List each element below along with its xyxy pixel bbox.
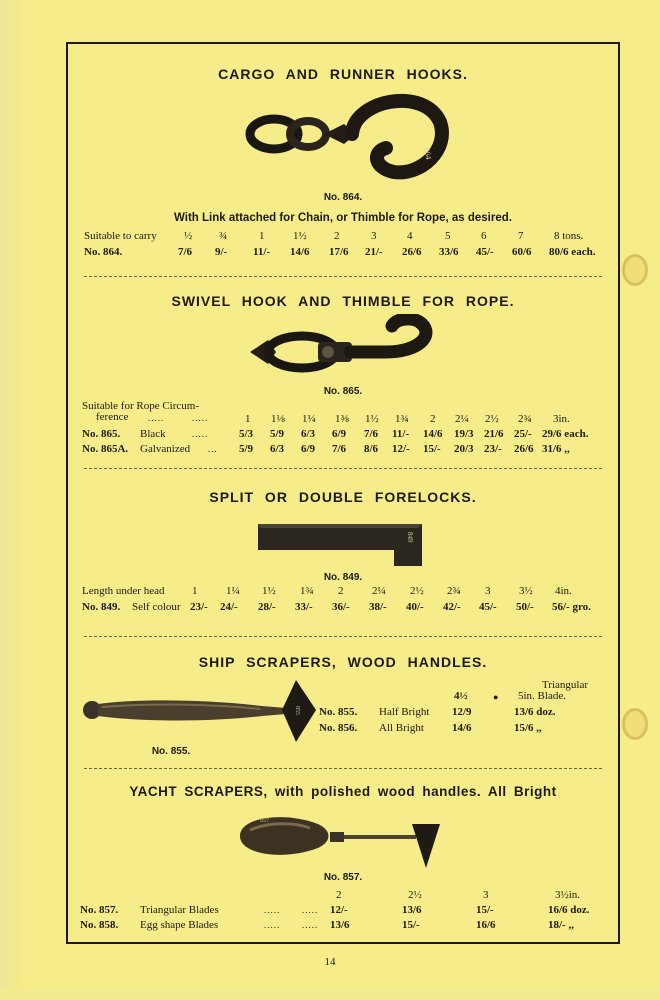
swivel-price: 5/9 xyxy=(270,428,285,440)
cargo-price: 17/6 xyxy=(329,246,349,258)
cargo-size: 1½ xyxy=(293,230,307,242)
swivel-price: 7/6 xyxy=(364,428,379,440)
forelocks-price: 23/- xyxy=(190,601,208,613)
swivel-size: 1¾ xyxy=(395,413,409,425)
swivel-row-label-cont: ference xyxy=(96,411,129,423)
cargo-caption: No. 864. xyxy=(323,192,363,203)
swivel-price: 5/3 xyxy=(239,428,254,440)
swivel-size: 1⅜ xyxy=(335,413,349,425)
cargo-size: 1 xyxy=(259,230,265,242)
swivel-price: 12/- xyxy=(392,443,410,455)
cargo-size: 5 xyxy=(445,230,451,242)
forelock-stamp: 849 xyxy=(406,532,414,543)
forelocks-price: 56/- gro. xyxy=(552,601,591,613)
forelocks-item-no: No. 849. xyxy=(82,601,121,613)
cargo-price: 21/- xyxy=(365,246,383,258)
cargo-size: 8 tons. xyxy=(554,230,584,242)
swivel-price: 6/3 xyxy=(270,443,285,455)
ship-col-2-line1: Triangular xyxy=(542,679,589,691)
forelocks-price: 38/- xyxy=(369,601,387,613)
forelocks-size: 2¾ xyxy=(447,585,461,597)
ship-row-price-1: 14/6 xyxy=(452,722,472,734)
ship-row-desc: All Bright xyxy=(379,722,424,734)
forelock-illustration xyxy=(256,520,426,568)
swivel-price: 5/9 xyxy=(239,443,254,455)
swivel-price: 20/3 xyxy=(454,443,474,455)
swivel-row-no: No. 865A. xyxy=(82,443,129,455)
swivel-size: 1½ xyxy=(365,413,379,425)
cargo-hook-stamp: 864 xyxy=(422,146,433,161)
forelocks-price: 45/- xyxy=(479,601,497,613)
forelocks-desc: Self colour xyxy=(132,601,181,613)
forelocks-size: 1½ xyxy=(262,585,276,597)
yacht-price: 15/- xyxy=(402,919,420,931)
cargo-title: CARGO AND RUNNER HOOKS. xyxy=(218,66,468,82)
yacht-row-desc: Egg shape Blades xyxy=(140,919,219,931)
swivel-price: 15/- xyxy=(423,443,441,455)
cargo-item-no: No. 864. xyxy=(84,246,123,258)
cargo-price: 14/6 xyxy=(290,246,310,258)
cargo-note: With Link attached for Chain, or Thimble for Rope, as desired. xyxy=(174,212,512,224)
forelocks-size: 1 xyxy=(192,585,198,597)
swivel-price: 25/- xyxy=(514,428,532,440)
forelocks-size: 1¼ xyxy=(226,585,240,597)
binder-ring-top xyxy=(622,254,648,286)
cargo-size: ¾ xyxy=(219,230,228,242)
forelocks-row-label: Length under head xyxy=(82,585,165,597)
ship-scrapers-title: SHIP SCRAPERS, WOOD HANDLES. xyxy=(198,654,488,670)
swivel-size: 3in. xyxy=(553,413,570,425)
page-bottom-edge xyxy=(0,988,660,1000)
swivel-price: 7/6 xyxy=(332,443,347,455)
cargo-size: 4 xyxy=(407,230,413,242)
swivel-price: 6/3 xyxy=(301,428,316,440)
cargo-price: 9/- xyxy=(215,246,228,258)
yacht-price: 12/- xyxy=(330,904,348,916)
forelocks-price: 28/- xyxy=(258,601,276,613)
swivel-hook-illustration xyxy=(246,314,436,384)
yacht-row-no: No. 857. xyxy=(80,904,119,916)
yacht-price: 13/6 xyxy=(330,919,350,931)
swivel-size: 2 xyxy=(430,413,436,425)
swivel-price: 8/6 xyxy=(364,443,379,455)
forelocks-price: 24/- xyxy=(220,601,238,613)
section-divider xyxy=(84,276,602,277)
swivel-caption: No. 865. xyxy=(323,386,363,397)
swivel-price: 19/3 xyxy=(454,428,474,440)
ship-row-no: No. 855. xyxy=(319,706,358,718)
ship-row-price-2: 13/6 doz. xyxy=(514,706,556,718)
cargo-price: 80/6 each. xyxy=(549,246,596,258)
yacht-row-desc: Triangular Blades xyxy=(140,904,219,916)
swivel-price: 6/9 xyxy=(301,443,316,455)
cargo-price: 7/6 xyxy=(178,246,193,258)
ship-col-2-line2: 5in. Blade. xyxy=(518,690,566,702)
yacht-price: 15/- xyxy=(476,904,494,916)
forelocks-size: 2¼ xyxy=(372,585,386,597)
leader-dots: ..... xyxy=(148,413,165,423)
forelocks-size: 4in. xyxy=(555,585,572,597)
forelocks-size: 2½ xyxy=(410,585,424,597)
cargo-price: 60/6 xyxy=(512,246,532,258)
yacht-price: 16/6 doz. xyxy=(548,904,590,916)
cargo-price: 33/6 xyxy=(439,246,459,258)
swivel-price: 21/6 xyxy=(484,428,504,440)
swivel-price: 11/- xyxy=(392,428,410,440)
cargo-row-label: Suitable to carry xyxy=(84,230,157,242)
yacht-size: 3 xyxy=(483,889,489,901)
ship-row-desc: Half Bright xyxy=(379,706,430,718)
cargo-size: ½ xyxy=(184,230,193,242)
forelocks-size: 1¾ xyxy=(300,585,314,597)
swivel-row-label: Suitable for Rope Circum- xyxy=(82,400,200,412)
leader-dots: ..... xyxy=(192,429,209,439)
cargo-hook-illustration xyxy=(244,92,450,184)
cargo-price: 45/- xyxy=(476,246,494,258)
page-number: 14 xyxy=(324,956,336,968)
yacht-size: 3½in. xyxy=(555,889,581,901)
swivel-size: 2½ xyxy=(485,413,499,425)
swivel-size: 1⅛ xyxy=(271,413,285,425)
cargo-size: 6 xyxy=(481,230,487,242)
cargo-size: 2 xyxy=(334,230,340,242)
page-edge xyxy=(0,0,22,1000)
swivel-size: 2¾ xyxy=(518,413,532,425)
swivel-size: 1 xyxy=(245,413,251,425)
forelocks-price: 40/- xyxy=(406,601,424,613)
section-divider xyxy=(84,468,602,469)
yacht-scraper-stamp: 857 xyxy=(260,818,269,824)
leader-dots: ..... xyxy=(302,920,319,930)
cargo-price: 11/- xyxy=(253,246,271,258)
swivel-row-desc: Galvanized xyxy=(140,443,191,455)
swivel-price: 29/6 each. xyxy=(542,428,589,440)
yacht-row-no: No. 858. xyxy=(80,919,119,931)
yacht-size: 2½ xyxy=(408,889,422,901)
forelocks-size: 2 xyxy=(338,585,344,597)
ship-scraper-illustration xyxy=(82,676,318,744)
swivel-row-desc: Black xyxy=(140,428,166,440)
leader-dots: ..... xyxy=(264,920,281,930)
catalog-frame xyxy=(66,42,620,944)
yacht-size: 2 xyxy=(336,889,342,901)
swivel-price: 26/6 xyxy=(514,443,534,455)
cargo-price: 26/6 xyxy=(402,246,422,258)
yacht-price: 18/- ,, xyxy=(548,919,574,931)
swivel-price: 14/6 xyxy=(423,428,443,440)
forelocks-title: SPLIT OR DOUBLE FORELOCKS. xyxy=(209,489,477,505)
leader-dots: ..... xyxy=(302,905,319,915)
swivel-row-no: No. 865. xyxy=(82,428,121,440)
leader-dots: ..... xyxy=(264,905,281,915)
yacht-price: 16/6 xyxy=(476,919,496,931)
swivel-title: SWIVEL HOOK AND THIMBLE FOR ROPE. xyxy=(171,293,515,309)
section-divider xyxy=(84,768,602,769)
swivel-price: 6/9 xyxy=(332,428,347,440)
ship-col-1: 4½ xyxy=(454,690,468,702)
section-divider xyxy=(84,636,602,637)
ship-scraper-stamp: 855 xyxy=(294,706,300,715)
ship-caption: No. 855. xyxy=(151,746,191,757)
yacht-price: 13/6 xyxy=(402,904,422,916)
ship-row-price-2: 15/6 ,, xyxy=(514,722,542,734)
forelocks-size: 3 xyxy=(485,585,491,597)
yacht-scrapers-title: YACHT SCRAPERS, with polished wood handles. All Bright xyxy=(129,784,557,799)
forelocks-price: 33/- xyxy=(295,601,313,613)
leader-dots: ... xyxy=(208,444,218,454)
forelocks-price: 50/- xyxy=(516,601,534,613)
leader-dots: ..... xyxy=(192,413,209,423)
ship-row-price-1: 12/9 xyxy=(452,706,472,718)
yacht-scraper-illustration xyxy=(234,808,444,870)
yacht-caption: No. 857. xyxy=(323,872,363,883)
binder-ring-bottom xyxy=(622,708,648,740)
swivel-price: 31/6 ,, xyxy=(542,443,570,455)
ship-row-no: No. 856. xyxy=(319,722,358,734)
forelocks-caption: No. 849. xyxy=(323,572,363,583)
forelocks-size: 3½ xyxy=(519,585,533,597)
forelocks-price: 36/- xyxy=(332,601,350,613)
swivel-price: 23/- xyxy=(484,443,502,455)
swivel-size: 2¼ xyxy=(455,413,469,425)
cargo-size: 3 xyxy=(371,230,377,242)
forelocks-price: 42/- xyxy=(443,601,461,613)
cargo-size: 7 xyxy=(518,230,524,242)
swivel-size: 1¼ xyxy=(302,413,316,425)
column-mark: ● xyxy=(493,692,499,702)
